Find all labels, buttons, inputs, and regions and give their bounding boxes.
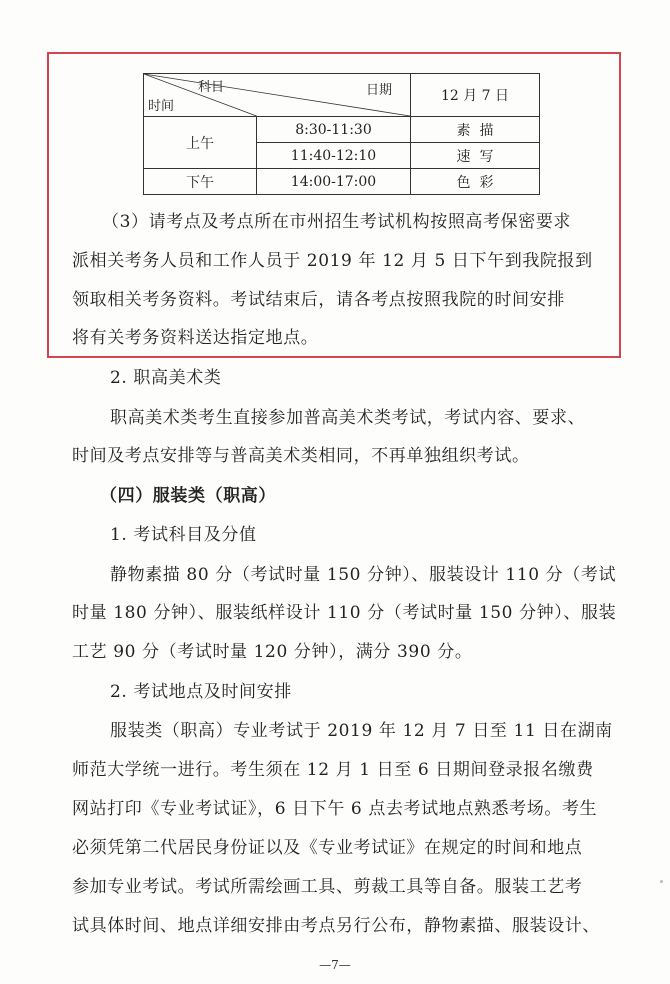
text-line: 派相关考务人员和工作人员于 2019 年 12 月 5 日下午到我院报到: [72, 251, 593, 271]
text-line: 网站打印《专业考试证》，6 日下午 6 点去考试地点熟悉考场。考生: [72, 799, 598, 819]
header-time-label: 时间: [148, 99, 175, 114]
text-line: 时间及考点安排等与普高美术类相同，不再单独组织考试。: [72, 446, 530, 466]
page-number: —7—: [319, 958, 351, 972]
subsection-heading: 1. 考试科目及分值: [110, 525, 257, 545]
text-line: 师范大学统一进行。考生须在 12 月 1 日至 6 日期间登录报名缴费: [72, 760, 594, 780]
text-line: 将有关考务资料送达指定地点。: [72, 328, 319, 348]
text-line: （3）请考点及考点所在市州招生考试机构按照高考保密要求: [102, 212, 572, 232]
period-cell: 上午: [144, 117, 257, 169]
text-line: 职高美术类考生直接参加普高美术类考试，考试内容、要求、: [110, 408, 586, 428]
section-title: （四）服装类（职高）: [100, 486, 276, 506]
section-heading: 2. 职高美术类: [110, 368, 222, 388]
text-line: 服装类（职高）专业考试于 2019 年 12 月 7 日至 11 日在湖南: [110, 721, 613, 741]
date-cell: 12 月 7 日: [411, 74, 540, 117]
text-line: 工艺 90 分（考试时量 120 分钟），满分 390 分。: [72, 642, 473, 662]
subject-cell: 色 彩: [411, 169, 540, 195]
scan-speck: [660, 880, 663, 883]
subsection-heading: 2. 考试地点及时间安排: [110, 682, 292, 702]
text-line: 参加专业考试。考试所需绘画工具、剪裁工具等自备。服装工艺考: [72, 877, 583, 897]
header-date-label: 日期: [365, 83, 392, 98]
time-cell: 11:40-12:10: [257, 143, 411, 169]
diagonal-header-cell: [144, 74, 411, 117]
text-line: 必须凭第二代居民身份证以及《专业考试证》在规定的时间和地点: [72, 838, 583, 858]
table-row: [144, 169, 540, 195]
table-header-row: [144, 74, 540, 117]
text-line: 静物素描 80 分（考试时量 150 分钟）、服装设计 110 分（考试: [110, 565, 617, 585]
text-line: 领取相关考务资料。考试结束后，请各考点按照我院的时间安排: [72, 290, 565, 310]
subject-cell: 速 写: [411, 143, 540, 169]
subject-cell: 素 描: [411, 117, 540, 143]
header-subject-label: 科目: [198, 80, 225, 95]
time-cell: 14:00-17:00: [257, 169, 411, 195]
exam-schedule-table: [143, 73, 540, 195]
text-line: 试具体时间、地点详细安排由考点另行公布，静物素描、服装设计、: [72, 916, 600, 936]
text-line: 时量 180 分钟）、服装纸样设计 110 分（考试时量 150 分钟）、服装: [72, 603, 617, 623]
time-cell: 8:30-11:30: [257, 117, 411, 143]
table-row: [144, 117, 540, 143]
period-cell: 下午: [144, 169, 257, 195]
